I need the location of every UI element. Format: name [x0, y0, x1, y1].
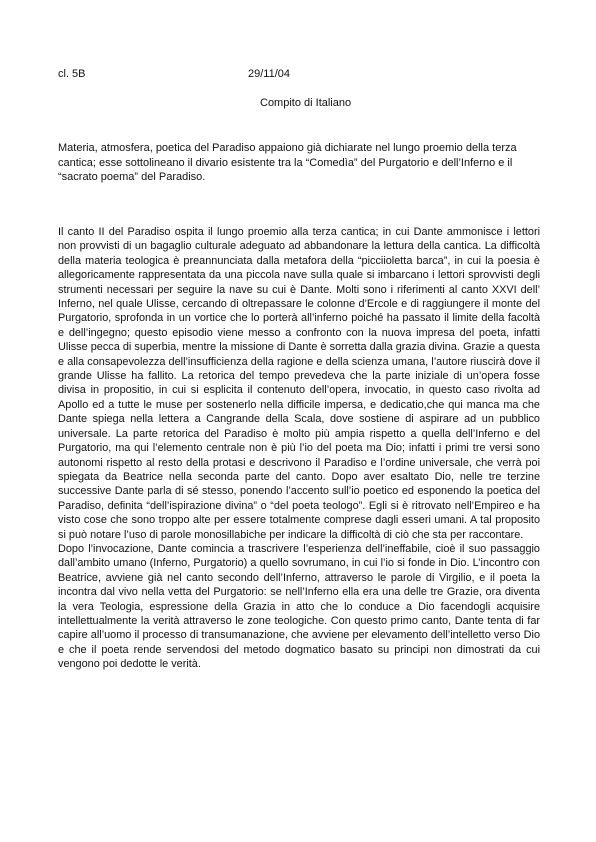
essay-paragraph: Dopo l’invocazione, Dante comincia a trascrivere l’esperienza dell’ineffabile, cioè il suo passaggio dall’ambito umano (Inferno, Purgatorio) a quello sovrumano, in cui l’io si fonde in Dio. L’incontro con Beatrice, avviene già nel canto secondo dell’Inferno, attraverso le parole di Virgilio, e il poeta la incontra dal vivo nella vetta del Purgatorio: se nell’Inferno ella era una delle tre Grazie, ora diventa la vera Teologia, espressione della Grazia in atto che lo conduce a Dio facendogli acquisire intellettualmente la verità attraverso le zone teologiche. Con questo primo canto, Dante tenta di far capire all’uomo il processo di transumanazione, che avviene per elevamento dell’intelletto verso Dio e che il poeta rende servendosi del metodo dogmatico basato su principi non dimostrati da cui vengono poi dedotte le verità.: [58, 542, 540, 671]
class-label: cl. 5B: [58, 68, 86, 80]
essay-paragraph: Il canto II del Paradiso ospita il lungo proemio alla terza cantica; in cui Dante ammonisce i lettori non provvisti di un bagaglio culturale adeguato ad abbandonare la lettura della cantica. La difficoltà della materia teologica è preannunciata dalla metafora della “picciioletta barca”, in cui la poesia è allegoricamente rappresentata da una piccola nave sulla quale si imbarcano i lettori sprovvisti degli strumenti necessari per seguire la nave su cui è Dante. Molti sono i riferimenti al canto XXVI dell’ Inferno, nel quale Ulisse, cercando di oltrepassare le colonne d’Ercole e di raggiungere il monte del Purgatorio, sprofonda in un vortice che lo porterà all’inferno poiché ha passato il limite della facoltà e dell’ingegno; questo episodio viene messo a confronto con la nuova impresa del poeta, infatti Ulisse pecca di superbia, mentre la missione di Dante è sorretta dalla grazia divina. Grazie a questa e alla consapevolezza dell’insufficienza della ragione e della scienza umana, l’autore riuscirà dove il grande Ulisse ha fallito. La retorica del tempo prevedeva che la parte iniziale di un’opera fosse divisa in propositio, in cui si esplicita il contenuto dell’opera, invocatio, in questo caso rivolta ad Apollo ed a tutte le muse per sostenerlo nella difficile impersa, e dedicatio,che qui manca ma che Dante spiega nella lettera a Cangrande della Scala, dove sostiene di aspirare ad un pubblico universale. La parte retorica del Paradiso è molto più ampia rispetto a quella dell’Inferno e del Purgatorio, ma qui l’elemento centrale non è più l’io del poeta ma Dio; infatti i primi tre versi sono autonomi rispetto al resto della protasi e descrivono il Paradiso e l’ordine universale, che verrà poi spiegata da Beatrice nella seconda parte del canto. Dopo aver esaltato Dio, nelle tre terzine successive Dante parla di sé stesso, ponendo l’accento sull’io poetico ed esponendo la poetica del Paradiso, definita “dell’ispirazione divina” o “del poeta teologo”. Egli si è ritrovato nell’Empireo e ha visto cose che sono troppo alte per essere totalmente comprese dagli esseri umani. A tal proposito si può notare l’uso di parole monosillabiche per indicare la difficoltà di ciò che sta per raccontare.: [58, 226, 540, 541]
date-label: 29/11/04: [248, 68, 291, 80]
essay-body: [58, 225, 540, 672]
assignment-prompt: Materia, atmosfera, poetica del Paradiso appaiono già dichiarate nel lungo proemio della terza cantica; esse sottolineano il divario esistente tra la “Comedìa” del Purgatorio e dell’Inferno e il “sacrato poema” del Paradiso.: [58, 142, 517, 183]
document-title: Compito di Italiano: [260, 97, 352, 109]
